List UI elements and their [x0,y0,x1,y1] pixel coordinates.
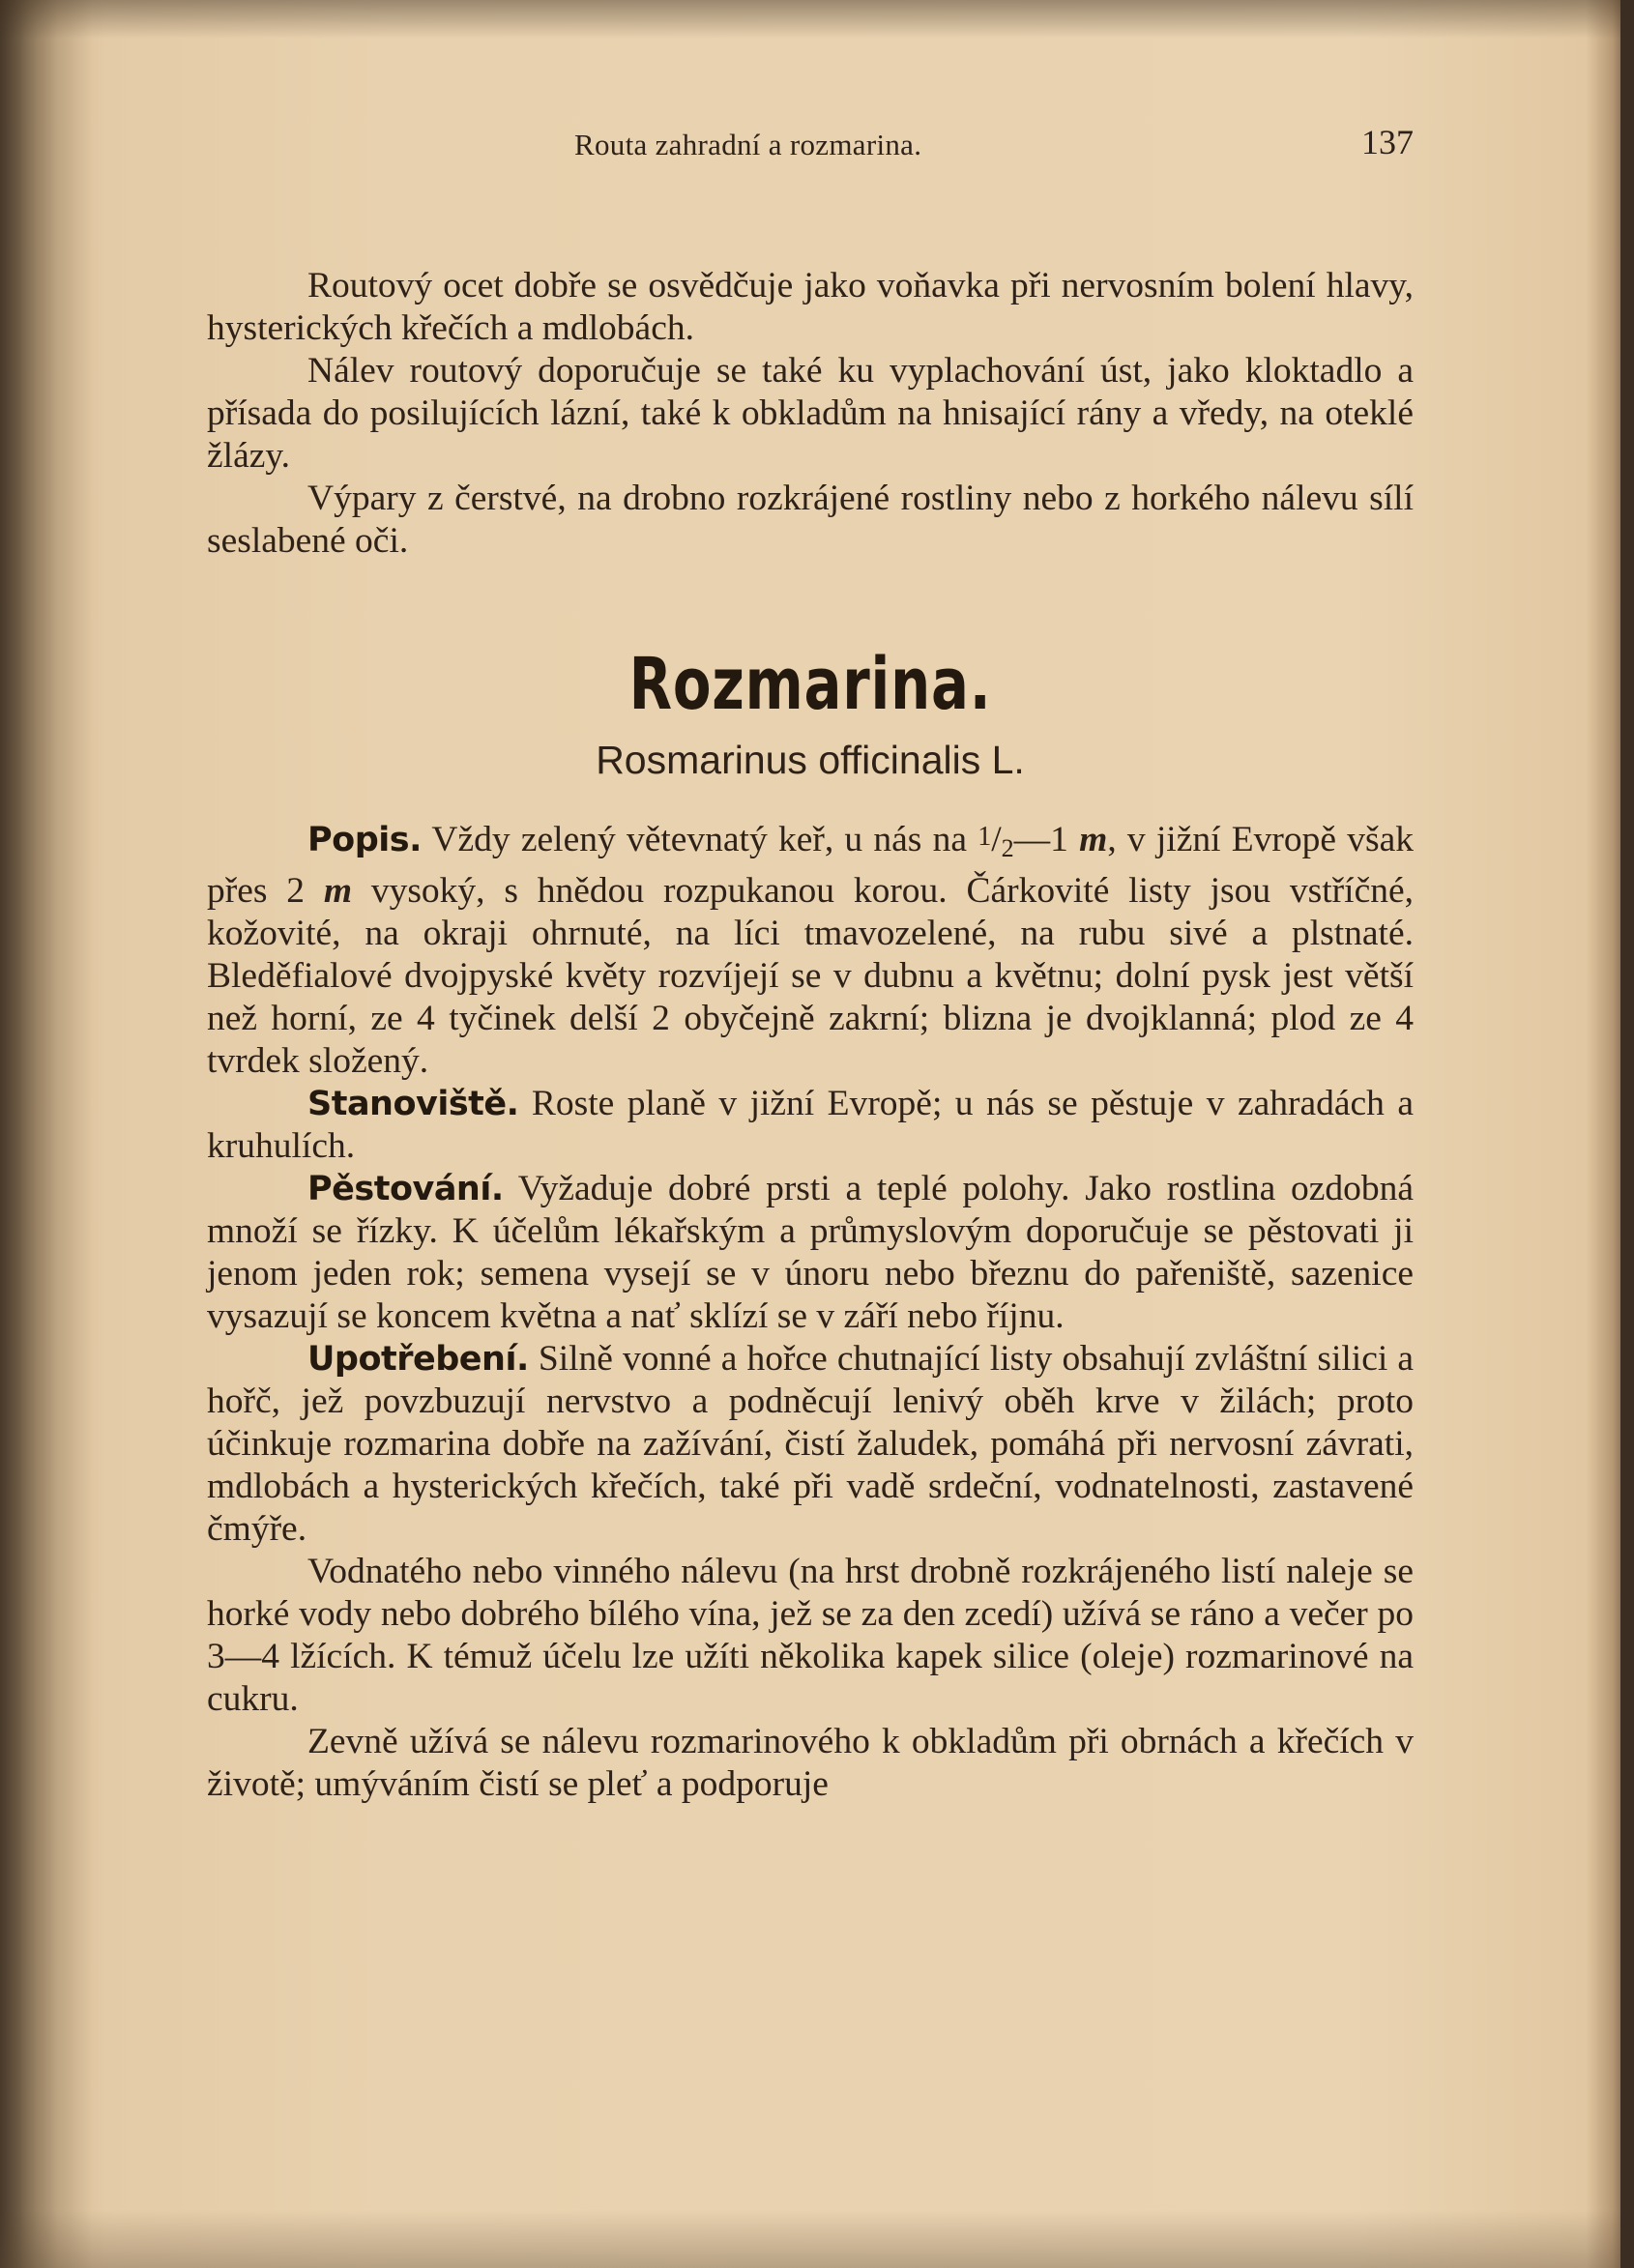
paragraph: Nálev routový doporučuje se také ku vyplachování úst, jako kloktadlo a přísada do posilujících lázní, také k obkladům na hnisající rány a vředy, na oteklé žlázy. [207,351,1414,476]
running-title: Routa zahradní a rozmarina. [574,128,922,161]
pestovani-text: Vyžaduje dobré prsti a teplé polohy. Jako rostlina ozdobná množí se řízky. K účelům lékařským a průmyslovým doporučuje se pěstovati ji jenom jeden rok; semena vysejí se v únoru nebo březnu do pařeniště, sazenice vysazují se koncem května a nať sklízí se v září nebo říjnu. [207,1169,1414,1336]
unit-meter: m [323,871,353,911]
right-edge [1620,0,1634,2268]
unit-meter: m [1079,820,1108,859]
stanoviste-paragraph [207,1083,1414,1168]
popis-text-d: vysoký, s hnědou rozpukanou korou. Čárkovité listy jsou vstříčné, kožovité, na okraji ohrnuté, na líci tmavozelené, na rubu sivé a plstnaté. Bleděfialové dvojpyské květy rozvíjejí se v dubnu a květnu; dolní pysk jest větší než horní, ze 4 tyčinek delší 2 obyčejně zakrní; blizna je dvojklanná; plod ze 4 tvrdek složený. [207,871,1414,1081]
popis-paragraph: Popis. Vždy zelený větevnatý keř, u nás na 1/2—1 m, v jižní Evropě však přes 2 m vysoký, s hnědou rozpukanou korou. Čárkovité listy jsou vstříčné, kožovité, na okraji ohrnuté, na líci tmavozelené, na rubu sivé a plstnaté. Bleděfialové dvojpyské květy rozvíjejí se v dubnu a květnu; dolní pysk jest větší než horní, ze 4 tyčinek delší 2 obyčejně zakrní; blizna je dvojklanná; plod ze 4 tvrdek složený. [207,820,1415,1081]
paragraph: Vodnatého nebo vinného nálevu (na hrst drobně rozkrájeného listí naleje se horké vody nebo dobrého bílého vína, jež se za den zcedí) užívá se ráno a večer po 3—4 lžících. K témuž účelu lze užíti několika kapek silice (oleje) rozmarinové na cukru. [207,1552,1414,1719]
stanoviste-text: Roste planě v jižní Evropě; u nás se pěstuje v zahradách a kruhulích. [207,1084,1414,1166]
paragraph: Zevně užívá se nálevu rozmarinového k obkladům při obrnách a křečích v životě; umýváním čistí se pleť a podporuje [207,1722,1414,1804]
paragraph: Výpary z čerstvé, na drobno rozkrájené rostliny nebo z horkého nálevu sílí seslabené oči. [207,479,1414,561]
pestovani-label: Pěstování. [307,1170,504,1208]
upotrebeni-paragraph [207,1338,1414,1551]
popis-label: Popis. [307,821,422,859]
bottom-edge-shadow [0,2210,1634,2268]
popis-text-c: , v jižní Evropě však přes 2 [207,820,1415,911]
upotrebeni-label: Upotřebení. [307,1340,529,1379]
top-edge-shadow [0,0,1634,39]
paragraph: Routový ocet dobře se osvědčuje jako voňavka při nervosním bolení hlavy, hysterických křečích a mdlobách. [207,266,1414,348]
spine-shadow [0,0,92,2268]
popis-text-a: Vždy zelený větevnatý keř, u nás na [421,820,978,859]
intro-text [207,265,1414,563]
running-head [207,116,1414,170]
article-body [207,816,1414,1806]
fraction-denominator: 2 [1001,834,1014,862]
article-title: Rozmarina. [628,643,992,726]
pestovani-paragraph [207,1168,1414,1338]
upotrebeni-text: Silně vonné a hořce chutnající listy obsahují zvláštní silici a hořč, jež povzbuzují nervstvo a podněcují lenivý oběh krve v žilách; proto účinkuje rozmarina dobře na zažívání, čistí žaludek, pomáhá při nervosní závrati, mdlobách a hysterických křečích, také při vadě srdeční, vodnatelnosti, zastavené čmýře. [207,1339,1414,1549]
latin-name: Rosmarinus officinalis L. [596,738,1025,782]
stanoviste-label: Stanoviště. [307,1085,519,1123]
popis-text-b: —1 [1013,820,1080,859]
book-page [207,116,1414,1806]
page-number: 137 [1361,123,1414,161]
fraction-numerator: 1 [977,822,992,852]
